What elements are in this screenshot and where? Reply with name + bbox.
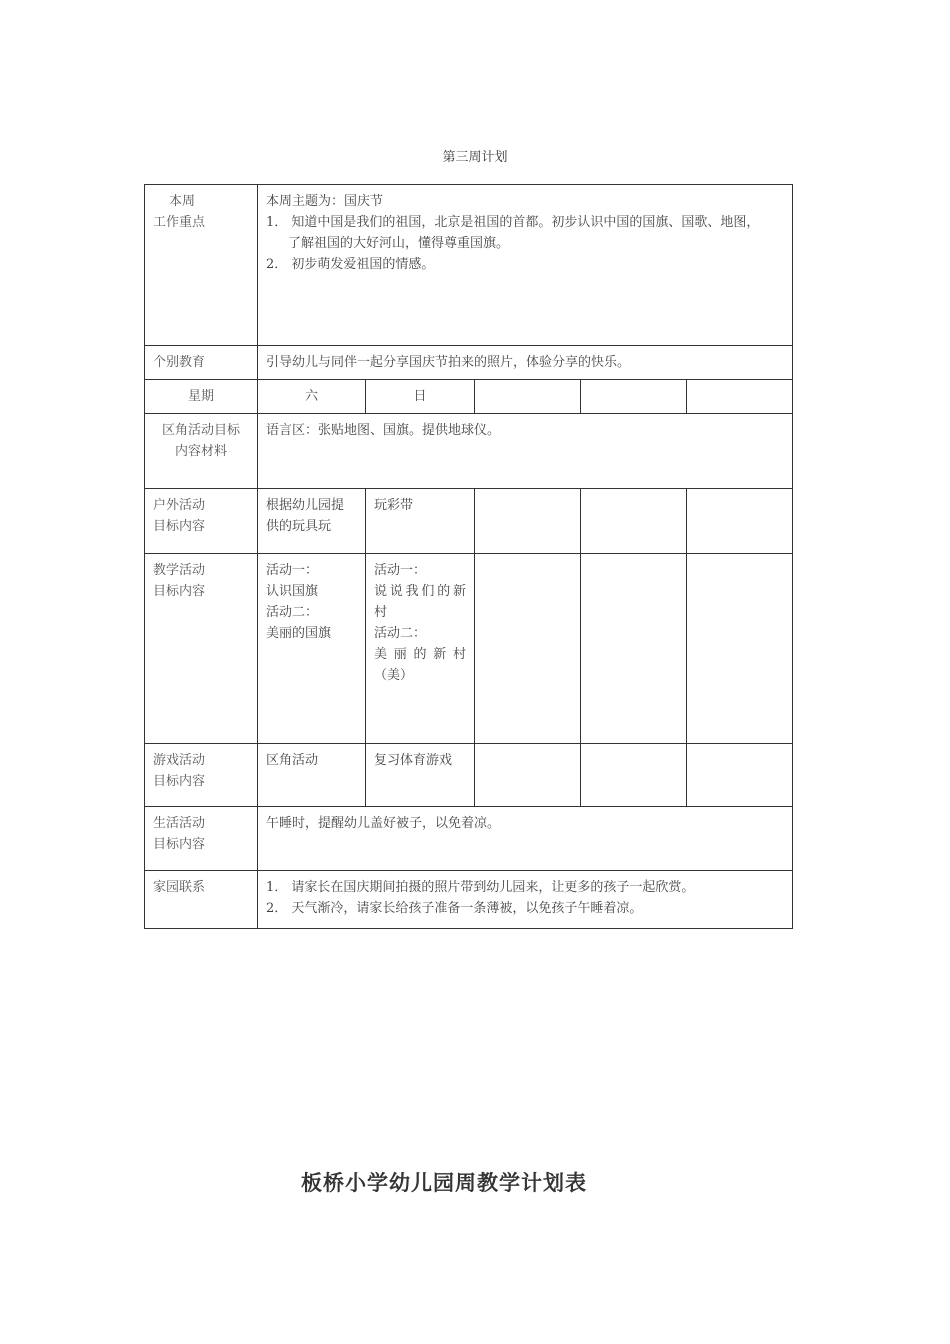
teaching-sat	[258, 554, 366, 744]
row-individual	[145, 346, 793, 380]
teaching-sun-line: 村	[374, 605, 388, 620]
teaching-sun-line: 说说我们的新	[374, 584, 466, 599]
teaching-sun-line: 活动二：	[374, 626, 427, 641]
focus-label	[145, 185, 258, 346]
individual-content: 引导幼儿与同伴一起分享国庆节拍来的照片，体验分享的快乐。	[258, 346, 793, 380]
life-content: 午睡时，提醒幼儿盖好被子，以免着凉。	[258, 807, 793, 871]
focus-label-line2: 工作重点	[153, 215, 206, 230]
focus-content	[258, 185, 793, 346]
outdoor-empty	[475, 489, 581, 554]
teaching-empty	[581, 554, 687, 744]
outdoor-empty	[687, 489, 793, 554]
home-item1: 1． 请家长在国庆期间拍摄的照片带到幼儿园来，让更多的孩子一起欣赏。	[266, 880, 695, 895]
teaching-sat-line: 活动二：	[266, 605, 319, 620]
row-weekday	[145, 380, 793, 414]
focus-item1-cont: 了解祖国的大好河山，懂得尊重国旗。	[288, 236, 510, 251]
home-item2: 2． 天气渐冷，请家长给孩子准备一条薄被，以免孩子午睡着凉。	[266, 901, 643, 916]
outdoor-label-line2: 目标内容	[153, 519, 206, 534]
outdoor-empty	[581, 489, 687, 554]
weekday-day: 六	[258, 380, 366, 414]
outdoor-sun: 玩彩带	[366, 489, 475, 554]
row-life	[145, 807, 793, 871]
corner-label	[145, 414, 258, 489]
teaching-sun-line: 活动一：	[374, 563, 427, 578]
focus-item1: 1． 知道中国是我们的祖国，北京是祖国的首都。初步认识中国的国旗、国歌、地图，	[266, 215, 760, 230]
game-sun: 复习体育游戏	[366, 744, 475, 807]
corner-label-line1: 区角活动目标	[161, 423, 240, 438]
teaching-sat-line: 美丽的国旗	[266, 626, 332, 641]
row-teaching	[145, 554, 793, 744]
outdoor-sat-line1: 根据幼儿园提	[266, 498, 345, 513]
teaching-sun-line: （美）	[374, 668, 414, 683]
teaching-sat-line: 活动一：	[266, 563, 319, 578]
focus-label-line1: 本周	[169, 194, 196, 209]
teaching-label	[145, 554, 258, 744]
teaching-label-line2: 目标内容	[153, 584, 206, 599]
school-plan-title: 板桥小学幼儿园周教学计划表	[301, 1170, 587, 1195]
weekday-label: 星期	[145, 380, 258, 414]
teaching-empty	[475, 554, 581, 744]
teaching-sun-line: 美丽的新村	[374, 647, 466, 662]
home-label: 家园联系	[145, 871, 258, 929]
row-home	[145, 871, 793, 929]
teaching-label-line1: 教学活动	[153, 563, 206, 578]
focus-theme: 本周主题为：国庆节	[266, 194, 384, 209]
home-content	[258, 871, 793, 929]
row-corner	[145, 414, 793, 489]
life-label	[145, 807, 258, 871]
life-label-line1: 生活活动	[153, 816, 206, 831]
outdoor-sat-line2: 供的玩具玩	[266, 519, 332, 534]
game-empty	[581, 744, 687, 807]
teaching-sun	[366, 554, 475, 744]
teaching-empty	[687, 554, 793, 744]
weekday-day	[687, 380, 793, 414]
corner-label-line2: 内容材料	[174, 444, 227, 459]
outdoor-label-line1: 户外活动	[153, 498, 206, 513]
game-label-line2: 目标内容	[153, 774, 206, 789]
game-sat: 区角活动	[258, 744, 366, 807]
row-focus	[145, 185, 793, 346]
row-game	[145, 744, 793, 807]
corner-content: 语言区：张贴地图、国旗。提供地球仪。	[258, 414, 793, 489]
game-empty	[687, 744, 793, 807]
focus-item2: 2． 初步萌发爱祖国的情感。	[266, 257, 435, 272]
game-label	[145, 744, 258, 807]
game-empty	[475, 744, 581, 807]
page-title: 第三周计划	[442, 150, 508, 165]
row-outdoor	[145, 489, 793, 554]
game-label-line1: 游戏活动	[153, 753, 206, 768]
weekday-day	[581, 380, 687, 414]
life-label-line2: 目标内容	[153, 837, 206, 852]
weekday-day	[475, 380, 581, 414]
outdoor-sat	[258, 489, 366, 554]
outdoor-label	[145, 489, 258, 554]
weekly-plan-table	[144, 184, 793, 929]
weekday-day: 日	[366, 380, 475, 414]
teaching-sat-line: 认识国旗	[266, 584, 319, 599]
individual-label: 个别教育	[145, 346, 258, 380]
